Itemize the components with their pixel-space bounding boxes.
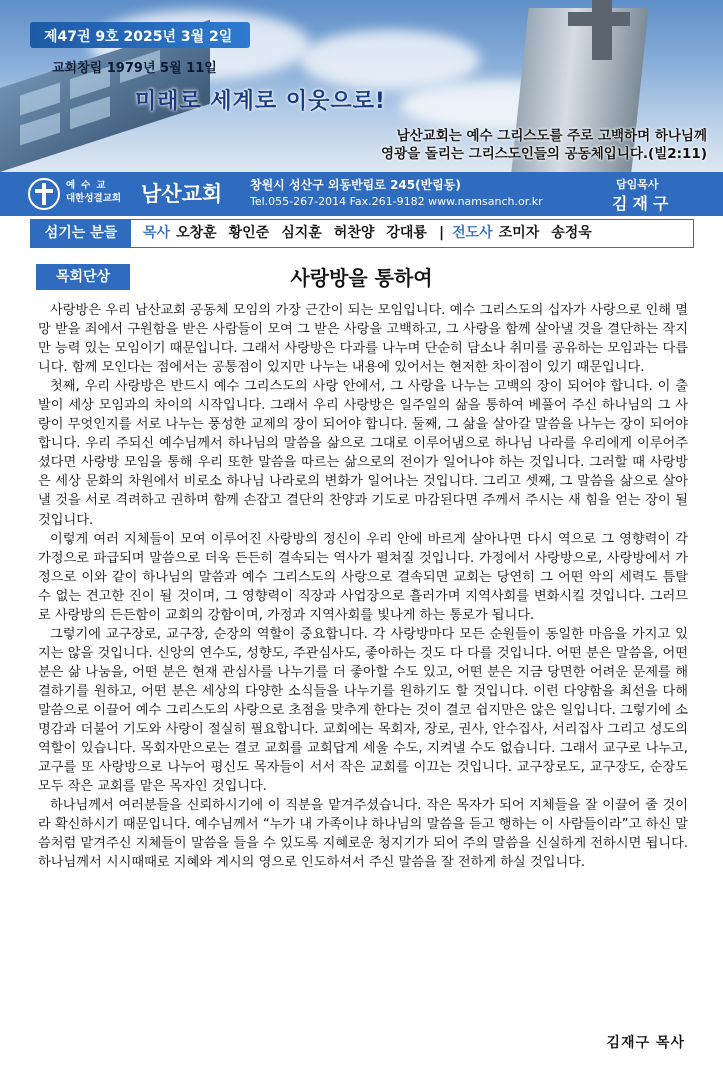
article-paragraph: 이렇게 여러 지체들이 모여 이루어진 사랑방의 정신이 우리 안에 바르게 살아나면 다시 역으로 그 영향력이 각 가정으로 파급되며 말씀으로 더욱 든든히 결속되는 역사가 펼쳐질 것입니다. 가정에서 사랑방으로, 사랑방에서 가정으로 이와 같이 하나님의 말씀과 예수 그리스도의 사랑으로 결속되면 교회는 당연히 그 어떤 악의 세력도 틈탈 수 없는 견고한 진이 될 것이며, 그 영향력이 직장과 사업장으로 흘러가며 지역사회를 변화시킬 것입니다. 그러므로 사랑방의 든든함이 교회의 강함이며, 가정과 지역사회를 빛나게 하는 통로가 됩니다. <box>38 531 688 623</box>
pastors-role: 목사 <box>143 225 171 241</box>
article-paragraph: 사랑방은 우리 남산교회 공동체 모임의 가장 근간이 되는 모임입니다. 예수 그리스도의 십자가 사랑으로 인해 멸망 받을 죄에서 구원함을 받은 사람들이 모여 그 받은 사랑을 고백하고, 그 사랑을 함께 살아낼 것을 결단하는 작지만 능력 있는 모임이기 때문입니다. 그래서 사랑방은 다과를 나누며 단순히 담소나 취미를 공유하는 모임과는 다릅니다. 함께 모인다는 점에서는 공통점이 있지만 나누는 내용에 있어서는 현저한 차이점이 있기 때문입니다. <box>38 303 688 376</box>
divider: | <box>438 225 445 241</box>
issue-info: 제47권 9호 2025년 3월 2일 <box>44 29 233 45</box>
cloud-decoration <box>300 30 480 90</box>
server-name: 송정욱 <box>551 225 592 241</box>
server-name: 심지훈 <box>281 225 322 241</box>
server-name: 허찬양 <box>333 225 375 241</box>
column-article <box>38 301 688 872</box>
server-name: 오창훈 <box>176 225 217 241</box>
server-name: 강대룡 <box>386 225 427 241</box>
column-badge: 목회단상 <box>36 264 130 290</box>
header-banner <box>0 0 723 172</box>
server-name: 황인준 <box>228 225 270 241</box>
evangelists-role: 전도사 <box>452 225 493 241</box>
servers-list <box>143 220 604 247</box>
church-slogan: 미래로 세계로 이웃으로! <box>135 89 386 114</box>
pastor-title: 담임목사 <box>616 178 659 191</box>
pastor-name: 김재구 <box>612 194 674 213</box>
article-paragraph: 첫째, 우리 사랑방은 반드시 예수 그리스도의 사랑 안에서, 그 사랑을 나누는 고백의 장이 되어야 합니다. 이 출발이 세상 모임과의 차이의 시작입니다. 그래서 우리 사랑방은 일주일의 삶을 통하여 베풀어 주신 하나님의 그 사랑이 무엇인지를 서로 나누는 풍성한 교제의 장이 되어야 합니다. 둘째, 그 삶을 살아갈 말씀을 나누는 장이 되어야 합니다. 우리 주되신 예수님께서 하나님의 말씀을 삶으로 그대로 이루어냄으로 하나님 나라를 우리에게 이루어주셨다면 사랑방 모임을 통해 우리 또한 말씀을 따르는 삶으로의 전이가 일어나야 하는 것입니다. 그러할 때 사랑방은 세상 문화의 차원에서 비로소 하나님 나라로의 변화가 일어나는 것입니다. 그리고 셋째, 그 말씀을 삶으로 살아낼 것을 서로 격려하고 권하며 함께 손잡고 결단의 찬양과 기도로 마감된다면 주께서 주시는 새 힘을 얻는 장이 될 것입니다. <box>38 379 688 528</box>
founded-date: 교회창립 1979년 5월 11일 <box>52 61 217 76</box>
church-logo-icon <box>28 178 60 210</box>
church-address: 창원시 성산구 외동반림로 245(반림동) <box>250 178 461 192</box>
servers-box <box>30 219 694 248</box>
article-paragraph: 그렇기에 교구장로, 교구장, 순장의 역할이 중요합니다. 각 사랑방마다 모든 순원들이 동일한 마음을 가지고 있지는 않을 것입니다. 신앙의 연수도, 성향도, 주관심사도, 좋아하는 것도 다 다를 것입니다. 어떤 분은 말씀을, 어떤 분은 삶 나눔을, 어떤 분은 현재 관심사를 나누기를 더 좋아할 수도 있고, 어떤 분은 지금 당면한 어려운 문제를 해결하기를 원하고, 어떤 분은 세상의 다양한 소식들을 나누기를 원하기도 할 것입니다. 이런 다양함을 최선을 다해 말씀으로 이끌어 예수 그리스도의 사랑으로 초점을 맞추게 한다는 것이 결코 쉽지만은 않은 일입니다. 그렇기에 소명감과 더불어 기도와 사랑이 절실히 필요합니다. 교회에는 목회자, 장로, 권사, 안수집사, 서리집사 그리고 성도의 역할이 있습니다. 목회자만으로는 결코 교회를 교회답게 세울 수도, 지켜낼 수도 없습니다. 그래서 교구로 나누고, 교구를 또 사랑방으로 나누어 평신도 목자들이 서서 작은 교회를 이끄는 것입니다. 교구장로도, 교구장도, 순장도 모두 작은 교회를 맡은 목자인 것입니다. <box>38 626 688 795</box>
article-paragraph: 하나님께서 여러분들을 신뢰하시기에 이 직분을 맡겨주셨습니다. 작은 목자가 되어 지체들을 잘 이끌어 줄 것이라 확신하시기 때문입니다. 예수님께서 “누가 내 가족이냐 하나님의 말씀을 듣고 행하는 이 사람들이라”고 하신 말씀처럼 맡겨주신 지체들이 말씀을 들을 수 있도록 지혜로운 청지기가 되어 주의 말씀을 신실하게 전하시면 됩니다. 하나님께서 시시때때로 지혜와 계시의 영으로 인도하셔서 주신 말씀을 잘 전하게 하실 것입니다. <box>38 798 688 871</box>
denomination: 예수교 대한성결교회 <box>66 180 122 204</box>
church-contact: Tel.055-267-2014 Fax.261-9182 www.namsanch.or.kr <box>250 195 543 208</box>
cross-icon <box>592 0 612 60</box>
column-title: 사랑방을 통하여 <box>290 266 433 290</box>
server-name: 조미자 <box>498 225 540 241</box>
servers-label: 섬기는 분들 <box>31 220 131 247</box>
church-name: 남산교회 <box>141 181 223 206</box>
author-signature: 김재구 목사 <box>606 1035 685 1051</box>
church-vision: 남산교회는 예수 그리스도를 주로 고백하며 하나님께 영광을 돌리는 그리스도인들의 공동체입니다.(빌2:11) <box>381 128 707 162</box>
